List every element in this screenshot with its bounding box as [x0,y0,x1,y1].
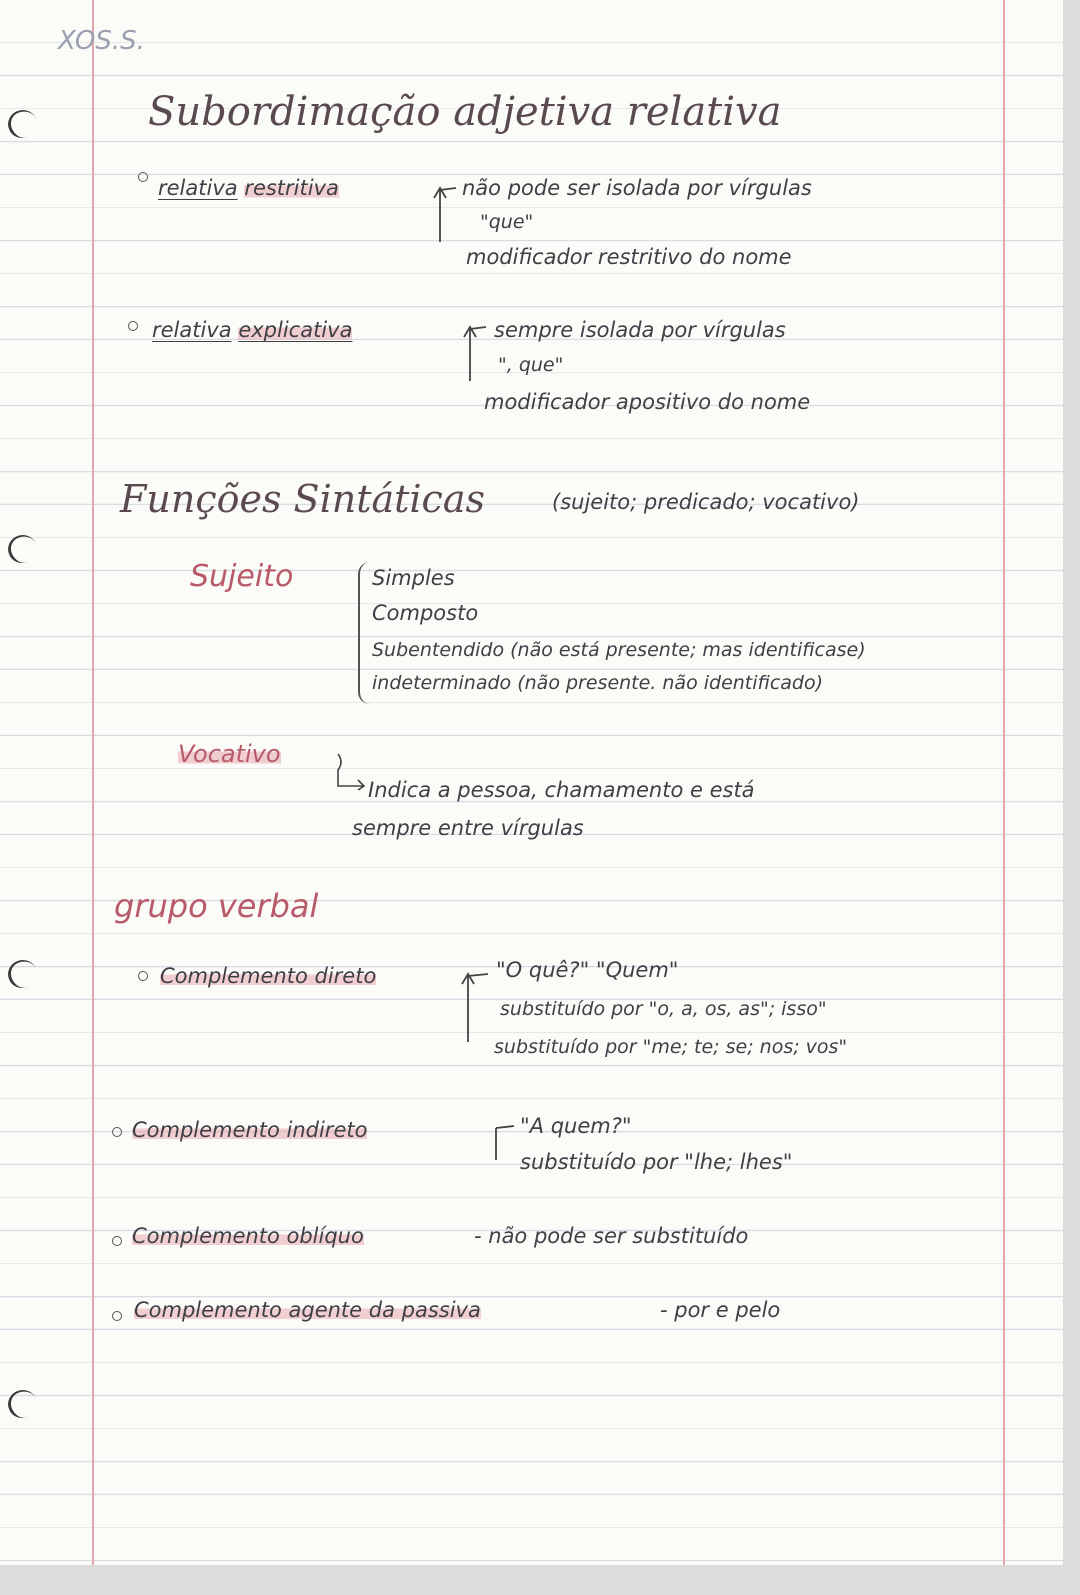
sujeito-type-subentendido: Subentendido (não está presente; mas identificase) [372,639,866,661]
relativa-restritiva-label: relativa restritiva [158,176,339,200]
vocativo-label: Vocativo [178,740,281,768]
indireto-line2: substituído por "lhe; lhes" [520,1150,793,1174]
binder-hole-mark [4,1386,41,1422]
sujeito-type-composto: Composto [372,601,479,625]
complemento-indireto-label: Complemento indireto [132,1118,368,1142]
sujeito-type-simples: Simples [372,566,455,590]
sujeito-label: Sujeito [190,559,294,594]
binder-hole-mark [4,956,41,992]
bullet-icon [138,971,148,981]
explicativa-line1: sempre isolada por vírgulas [494,318,786,342]
agente-line1: - por e pelo [660,1298,781,1322]
sujeito-type-indeterminado: indeterminado (não presente. não identificado) [372,672,823,694]
section2-subtitle: (sujeito; predicado; vocativo) [552,490,860,514]
obliquo-line1: - não pode ser substituído [474,1224,749,1248]
relativa-explicativa-label: relativa explicativa [152,318,353,342]
branch-arrow-icon [458,968,494,1044]
indireto-line1: "A quem?" [520,1114,632,1138]
complemento-agente-label: Complemento agente da passiva [134,1298,481,1322]
bullet-icon [112,1127,122,1137]
branch-arrow-icon [432,184,462,244]
bullet-icon [112,1311,122,1321]
curved-arrow-icon [334,752,370,792]
section2-title: Funções Sintáticas [120,477,485,521]
bullet-icon [128,321,138,331]
corner-note: XOS.S. [58,26,145,56]
direto-line3: substituído por "me; te; se; nos; vos" [494,1036,848,1058]
explicativa-line3: modificador apositivo do nome [484,390,811,414]
section1-title: Subordimação adjetiva relativa [148,89,782,135]
binder-hole-mark [4,531,41,567]
restritiva-line2: "que" [480,211,534,233]
vocativo-desc-line1: Indica a pessoa, chamamento e está [368,778,755,802]
binder-hole-mark [4,106,41,142]
branch-arrow-icon [462,323,492,383]
vocativo-desc-line2: sempre entre vírgulas [352,816,584,840]
bullet-icon [112,1236,122,1246]
left-margin-line [92,0,94,1565]
section3-title: grupo verbal [114,887,319,925]
bullet-icon [138,172,148,182]
restritiva-line1: não pode ser isolada por vírgulas [462,176,812,200]
explicativa-line2: ", que" [498,354,564,376]
branch-arrow-icon [488,1122,518,1162]
direto-line2: substituído por "o, a, os, as"; isso" [500,998,827,1020]
right-margin-line [1003,0,1005,1565]
complemento-direto-label: Complemento direto [160,964,377,988]
complemento-obliquo-label: Complemento oblíquo [132,1224,364,1248]
restritiva-line3: modificador restritivo do nome [466,245,792,269]
direto-line1: "O quê?" "Quem" [496,958,679,982]
